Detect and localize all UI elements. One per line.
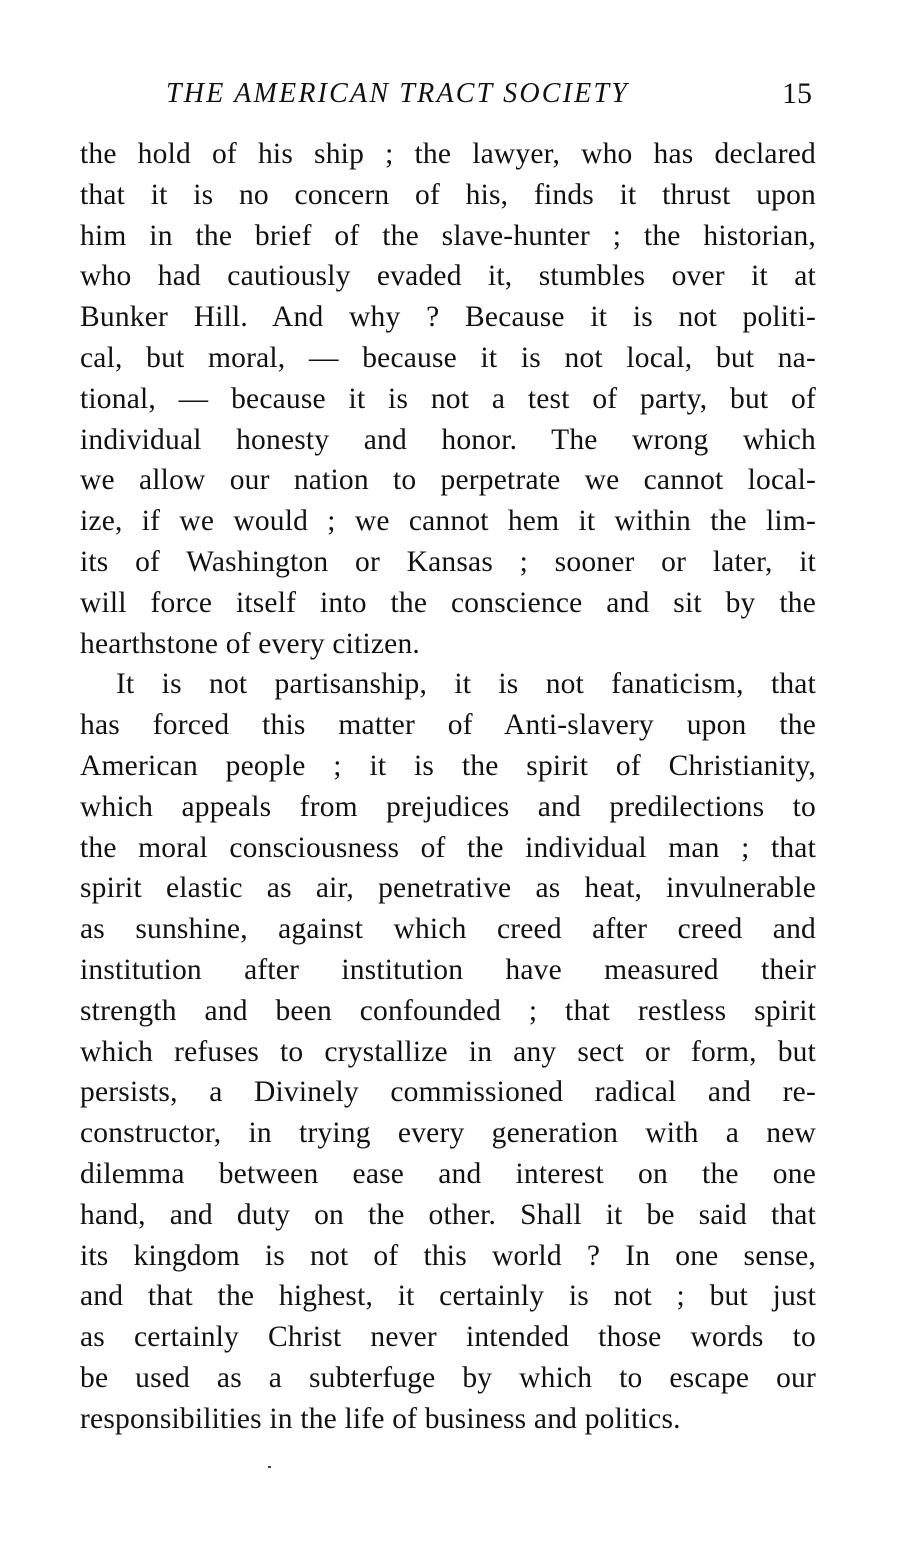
text-line: which appeals from prejudices and predilections to (80, 790, 816, 823)
text-line: ize, if we would ; we cannot hem it within the lim- (80, 505, 816, 538)
text-line: as certainly Christ never intended those words to (80, 1321, 816, 1354)
paragraph (80, 134, 816, 664)
body-text (80, 134, 816, 1440)
text-line: American people ; it is the spirit of Christianity, (80, 749, 816, 782)
text-line: will force itself into the conscience and sit by the (80, 586, 816, 619)
running-header (80, 74, 816, 114)
text-line: persists, a Divinely commissioned radical and re- (80, 1076, 816, 1109)
text-line: as sunshine, against which creed after creed and (80, 913, 816, 946)
text-line: hearthstone of every citizen. (80, 627, 420, 660)
text-line: cal, but moral, — because it is not local, but na- (80, 341, 816, 374)
text-line: strength and been confounded ; that restless spirit (80, 994, 816, 1027)
text-line: Bunker Hill. And why ? Because it is not politi- (80, 301, 816, 334)
text-line: we allow our nation to perpetrate we cannot local- (80, 464, 816, 497)
text-line: institution after institution have measured their (80, 953, 816, 986)
text-line: the hold of his ship ; the lawyer, who has declared (80, 138, 816, 170)
text-line: which refuses to crystallize in any sect or form, but (80, 1035, 816, 1068)
text-line: responsibilities in the life of business and politics. (80, 1402, 681, 1435)
text-line: hand, and duty on the other. Shall it be said that (80, 1198, 816, 1231)
page-number: 15 (782, 77, 812, 110)
text-line: the moral consciousness of the individual man ; that (80, 831, 816, 864)
text-line: be used as a subterfuge by which to escape our (80, 1361, 816, 1394)
running-title: THE AMERICAN TRACT SOCIETY (166, 78, 629, 109)
text-line: constructor, in trying every generation with a new (80, 1117, 816, 1150)
text-line: its kingdom is not of this world ? In one sense, (80, 1239, 816, 1272)
text-line: individual honesty and honor. The wrong which (80, 423, 816, 456)
text-line: spirit elastic as air, penetrative as heat, invulnerable (80, 872, 816, 905)
text-line: who had cautiously evaded it, stumbles over it at (80, 260, 816, 293)
text-line: tional, — because it is not a test of party, but of (80, 382, 816, 415)
text-line: It is not partisanship, it is not fanaticism, that (116, 668, 816, 701)
paragraph (80, 664, 816, 1439)
text-line: its of Washington or Kansas ; sooner or later, it (80, 545, 816, 578)
text-line: that it is no concern of his, finds it thrust upon (80, 178, 816, 211)
text-line: has forced this matter of Anti-slavery upon the (80, 709, 816, 742)
text-line: and that the highest, it certainly is not ; but just (80, 1280, 816, 1313)
text-line: dilemma between ease and interest on the one (80, 1157, 816, 1190)
text-line: him in the brief of the slave-hunter ; the historian, (80, 219, 816, 252)
ink-speck (268, 1466, 271, 1468)
